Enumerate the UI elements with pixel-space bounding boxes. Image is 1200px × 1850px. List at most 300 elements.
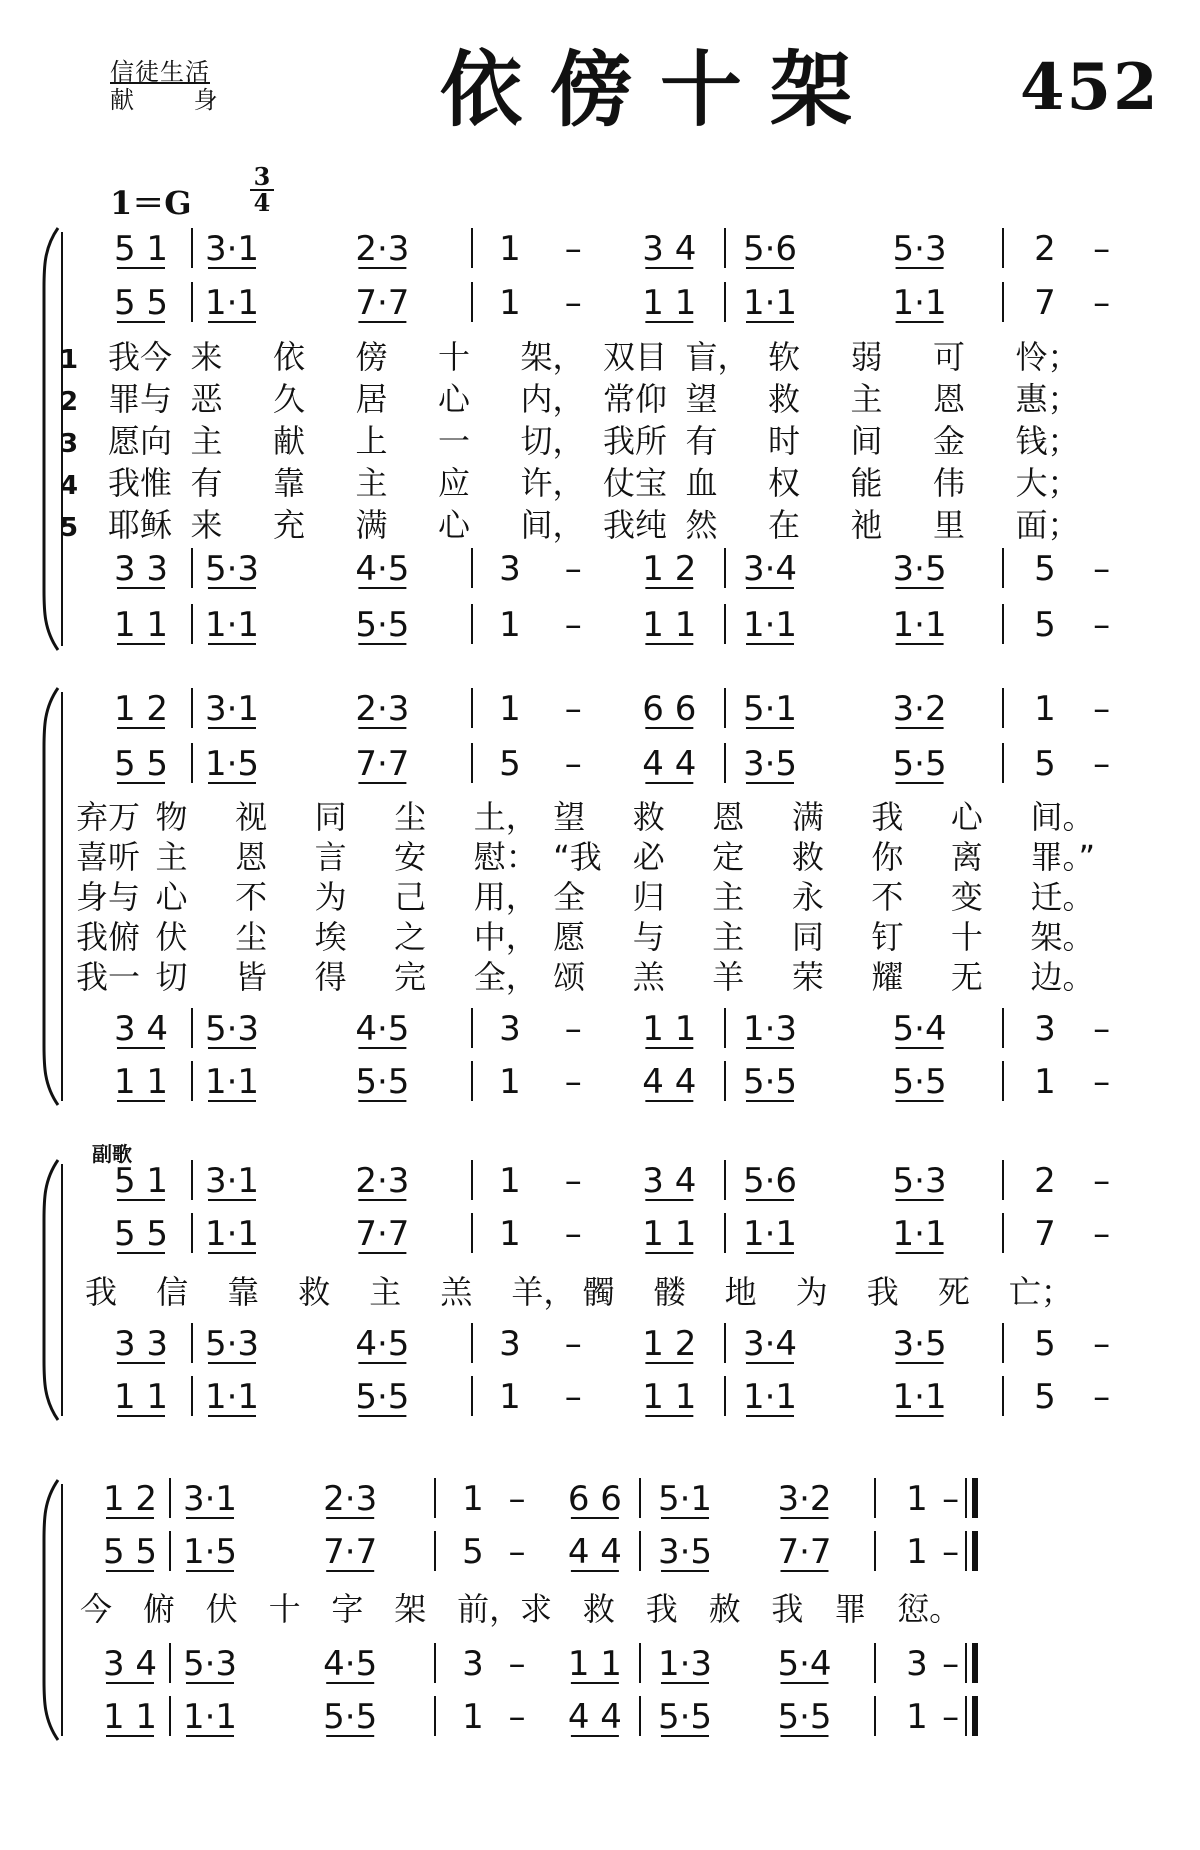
lyric-word: 傍 <box>355 338 388 376</box>
lyric-word: 双目 <box>603 338 668 376</box>
lyric-word: 同 <box>314 798 347 836</box>
lyric-word: 架。 <box>1030 918 1095 956</box>
note-group: 5·5 <box>323 1697 378 1737</box>
note-group: 1 1 <box>642 283 697 323</box>
note-group: 3 3 <box>113 1324 169 1364</box>
lyric-word: 钱； <box>1015 422 1080 460</box>
note-group: 3·1 <box>204 1161 260 1201</box>
lyric-word: 愿向 <box>108 422 173 460</box>
lyric-word: 地 <box>724 1273 757 1311</box>
lyric-word: 主 <box>369 1273 402 1311</box>
system-bracket <box>44 1480 58 1740</box>
note-group: 3 4 <box>642 1161 697 1201</box>
note-group: 1 1 <box>113 605 169 645</box>
lyric-word: 主 <box>155 838 188 876</box>
lyric-word: 我纯 <box>603 506 668 544</box>
lyric-word: 救 <box>582 1590 615 1628</box>
note-group: 1 <box>462 1697 484 1737</box>
note-group: 1·1 <box>892 1214 947 1254</box>
note-group: 5·5 <box>892 744 947 784</box>
note-group: 7 <box>1034 283 1056 323</box>
note-group: 4·5 <box>323 1644 378 1684</box>
note-group: 1 <box>499 1062 521 1102</box>
note-group: 5 1 <box>113 1161 169 1201</box>
note-group: 3·4 <box>742 1324 798 1364</box>
lyric-word: 物 <box>155 798 188 836</box>
lyric-word: 耀 <box>871 958 904 996</box>
note-group: 1·1 <box>892 1377 947 1417</box>
note-group: 1·5 <box>204 744 260 784</box>
note-group: – <box>942 1532 960 1572</box>
lyric-word: 祂 <box>850 506 883 544</box>
final-bar-thick <box>972 1696 978 1736</box>
note-group: 1 <box>499 1377 521 1417</box>
note-group: – <box>564 605 582 645</box>
note-group: 5·5 <box>892 1062 947 1102</box>
verse-number: 4 <box>60 471 79 501</box>
note-group: 1·1 <box>742 1377 798 1417</box>
note-group: 5 <box>1034 1377 1056 1417</box>
note-group: 5 <box>499 744 521 784</box>
lyric-word: 信 <box>156 1273 189 1311</box>
lyric-word: 用， <box>473 878 538 916</box>
lyric-word: 里 <box>933 506 966 544</box>
final-bar-thick <box>972 1478 978 1518</box>
note-group: 1 <box>462 1479 484 1519</box>
lyric-word: 慰： <box>473 838 538 876</box>
final-bar-thick <box>972 1531 978 1571</box>
lyric-word: 变 <box>950 878 983 916</box>
note-group: – <box>1093 283 1111 323</box>
lyric-word: 切， <box>520 422 585 460</box>
lyric-word: 为 <box>314 878 347 916</box>
lyric-word: 中， <box>473 918 538 956</box>
lyric-word: 赦 <box>708 1590 741 1628</box>
note-group: 5 <box>462 1532 484 1572</box>
lyric-word: 充 <box>273 506 306 544</box>
lyric-word: 惠； <box>1015 380 1080 418</box>
note-group: 1 1 <box>642 605 697 645</box>
lyric-word: 尘 <box>235 918 268 956</box>
system-bracket <box>44 1160 58 1420</box>
lyric-word: 上 <box>355 422 388 460</box>
note-group: 1 <box>1034 1062 1056 1102</box>
note-group: 3 <box>499 549 521 589</box>
lyric-word: 主 <box>850 380 883 418</box>
lyric-word: 愆。 <box>897 1590 962 1628</box>
note-group: 1·1 <box>182 1697 238 1737</box>
final-bar-thick <box>972 1643 978 1683</box>
lyric-word: 弃万 <box>76 798 141 836</box>
lyric-word: 颂 <box>553 958 586 996</box>
note-group: – <box>1093 1062 1111 1102</box>
lyric-word: 十 <box>268 1590 301 1628</box>
lyric-word: 钉 <box>871 918 904 956</box>
lyric-word: 死 <box>937 1273 970 1311</box>
lyric-word: 边。 <box>1030 958 1095 996</box>
lyric-word: 架， <box>520 338 585 376</box>
lyric-word: 间 <box>850 422 883 460</box>
lyric-word: 今 <box>80 1590 113 1628</box>
note-group: 3·5 <box>892 1324 947 1364</box>
note-group: 5 5 <box>113 283 169 323</box>
lyric-word: 同 <box>791 918 824 956</box>
lyric-word: 望 <box>553 798 586 836</box>
lyric-word: 间， <box>520 506 585 544</box>
note-group: 1·3 <box>742 1009 798 1049</box>
note-group: 5 <box>1034 1324 1056 1364</box>
note-group: 1 1 <box>567 1644 622 1684</box>
note-group: 5 5 <box>102 1532 158 1572</box>
note-group: 3·2 <box>777 1479 832 1519</box>
note-group: – <box>1093 744 1111 784</box>
lyric-word: 恩 <box>235 838 268 876</box>
note-group: 5·5 <box>777 1697 832 1737</box>
note-group: 1·1 <box>204 1214 260 1254</box>
lyric-word: 不 <box>871 878 904 916</box>
lyric-word: 然 <box>685 506 718 544</box>
note-group: – <box>942 1697 960 1737</box>
note-group: – <box>1093 229 1111 269</box>
note-group: 1 1 <box>113 1062 169 1102</box>
lyric-word: 应 <box>438 464 471 502</box>
lyric-word: 一 <box>438 422 471 460</box>
note-group: 1 <box>499 1161 521 1201</box>
lyric-word: 埃 <box>314 918 347 956</box>
lyric-word: 救 <box>768 380 801 418</box>
lyric-word: 俯 <box>142 1590 175 1628</box>
lyric-word: 髅 <box>653 1273 686 1311</box>
lyric-word: 弱 <box>850 338 883 376</box>
lyric-word: 安 <box>394 838 427 876</box>
lyric-word: 居 <box>355 380 388 418</box>
lyric-word: 离 <box>950 838 983 876</box>
lyric-word: 切 <box>155 958 188 996</box>
note-group: 5 1 <box>113 229 169 269</box>
time-signature-top: 3 <box>250 165 274 191</box>
lyric-word: 愿 <box>553 918 586 956</box>
note-group: 1 1 <box>642 1214 697 1254</box>
system-bracket <box>44 228 58 650</box>
note-group: 3 <box>499 1324 521 1364</box>
lyric-word: 我 <box>645 1590 678 1628</box>
note-group: – <box>1093 1377 1111 1417</box>
lyric-word: 满 <box>791 798 824 836</box>
lyric-word: 靠 <box>227 1273 260 1311</box>
lyric-word: 怜； <box>1015 338 1080 376</box>
lyric-word: 十 <box>950 918 983 956</box>
note-group: – <box>942 1479 960 1519</box>
note-group: 3 3 <box>113 549 169 589</box>
lyric-word: 耶稣 <box>108 506 173 544</box>
note-group: 7·7 <box>355 283 410 323</box>
lyric-word: 仗宝 <box>603 464 668 502</box>
lyric-word: 亡； <box>1008 1273 1073 1311</box>
lyric-word: 罪。” <box>1030 838 1096 876</box>
note-group: 7·7 <box>355 1214 410 1254</box>
note-group: 1·1 <box>892 605 947 645</box>
note-group: 1 2 <box>642 549 697 589</box>
note-group: 3·5 <box>892 549 947 589</box>
lyric-word: 久 <box>273 380 306 418</box>
lyric-word: 伏 <box>205 1590 238 1628</box>
lyric-word: 土， <box>473 798 538 836</box>
category-label: 信徒生活 <box>110 58 210 86</box>
note-group: 4 4 <box>642 1062 697 1102</box>
lyric-word: 恩 <box>933 380 966 418</box>
lyric-word: 权 <box>768 464 801 502</box>
note-group: 1 <box>499 283 521 323</box>
lyric-word: 视 <box>235 798 268 836</box>
note-group: 3·1 <box>182 1479 238 1519</box>
note-group: 5 <box>1034 605 1056 645</box>
lyric-word: 能 <box>850 464 883 502</box>
lyric-word: 献 <box>273 422 306 460</box>
note-group: – <box>564 549 582 589</box>
note-group: – <box>1093 689 1111 729</box>
lyric-word: 金 <box>933 422 966 460</box>
lyric-word: 荣 <box>791 958 824 996</box>
note-group: 1 2 <box>113 689 169 729</box>
note-group: 1 <box>499 605 521 645</box>
note-group: 1 1 <box>113 1377 169 1417</box>
note-group: 7·7 <box>323 1532 378 1572</box>
note-group: – <box>564 229 582 269</box>
lyric-word: 主 <box>355 464 388 502</box>
lyric-word: 全 <box>553 878 586 916</box>
note-group: 5·3 <box>892 1161 947 1201</box>
note-group: 3·1 <box>204 689 260 729</box>
lyric-word: 之 <box>394 918 427 956</box>
note-group: 4·5 <box>355 549 410 589</box>
lyric-word: 喜听 <box>76 838 141 876</box>
note-group: 3·1 <box>204 229 260 269</box>
note-group: – <box>1093 1324 1111 1364</box>
lyric-word: 我惟 <box>108 464 173 502</box>
note-group: 7·7 <box>777 1532 832 1572</box>
lyric-word: 羔 <box>440 1273 473 1311</box>
verse-number: 5 <box>60 513 79 543</box>
lyric-word: 我 <box>866 1273 899 1311</box>
note-group: 1·1 <box>204 605 260 645</box>
note-group: 1·1 <box>204 283 260 323</box>
lyric-word: 你 <box>871 838 904 876</box>
note-group: 3 <box>462 1644 484 1684</box>
lyric-word: 羊， <box>511 1273 576 1311</box>
note-group: 3 4 <box>102 1644 158 1684</box>
lyric-word: 架 <box>394 1590 427 1628</box>
note-group: 1 <box>499 689 521 729</box>
note-group: 5·1 <box>657 1479 713 1519</box>
time-signature-bottom: 4 <box>253 188 271 217</box>
note-group: – <box>564 283 582 323</box>
lyric-word: 与 <box>632 918 665 956</box>
lyric-word: “我 <box>553 838 602 876</box>
lyric-word: 永 <box>791 878 824 916</box>
note-group: 1·5 <box>182 1532 238 1572</box>
note-group: 5·5 <box>355 605 410 645</box>
lyric-word: 髑 <box>582 1273 615 1311</box>
note-group: 4 4 <box>642 744 697 784</box>
note-group: 1·1 <box>892 283 947 323</box>
lyric-word: 罪 <box>834 1590 867 1628</box>
note-group: – <box>508 1532 526 1572</box>
lyric-word: 在 <box>768 506 801 544</box>
note-group: – <box>564 1161 582 1201</box>
note-group: 3 4 <box>642 229 697 269</box>
lyric-word: 我 <box>871 798 904 836</box>
key-signature: 1＝G <box>110 184 192 222</box>
note-group: 1 2 <box>102 1479 158 1519</box>
lyric-word: 我 <box>85 1273 118 1311</box>
note-group: – <box>1093 1009 1111 1049</box>
lyric-word: 不 <box>235 878 268 916</box>
lyric-word: 为 <box>795 1273 828 1311</box>
lyric-word: 救 <box>632 798 665 836</box>
lyric-word: 时 <box>768 422 801 460</box>
note-group: 5·3 <box>204 1324 260 1364</box>
note-group: 1 1 <box>642 1377 697 1417</box>
note-group: – <box>1093 549 1111 589</box>
lyric-word: 有 <box>190 464 223 502</box>
note-group: 1 <box>499 229 521 269</box>
subcategory-label: 献 身 <box>110 86 244 114</box>
note-group: 5·5 <box>742 1062 798 1102</box>
note-group: – <box>1093 1214 1111 1254</box>
note-group: 2·3 <box>355 229 410 269</box>
lyric-word: 恩 <box>712 798 745 836</box>
note-group: 5·6 <box>742 1161 798 1201</box>
note-group: – <box>564 1062 582 1102</box>
note-group: 6 6 <box>642 689 697 729</box>
note-group: – <box>564 689 582 729</box>
note-group: 5 <box>1034 549 1056 589</box>
lyric-word: 尘 <box>394 798 427 836</box>
note-group: 1·1 <box>204 1062 260 1102</box>
lyric-word: 主 <box>712 918 745 956</box>
lyric-word: 我一 <box>76 958 141 996</box>
lyric-word: 定 <box>712 838 745 876</box>
note-group: 4·5 <box>355 1009 410 1049</box>
lyric-word: 前， <box>457 1590 522 1628</box>
lyric-word: 常仰 <box>603 380 668 418</box>
note-group: 5·4 <box>777 1644 832 1684</box>
lyric-word: 心 <box>155 878 188 916</box>
note-group: 1·3 <box>657 1644 713 1684</box>
note-group: 2·3 <box>355 689 410 729</box>
lyric-word: 间。 <box>1030 798 1095 836</box>
lyric-word: 恶 <box>190 380 223 418</box>
note-group: 7·7 <box>355 744 410 784</box>
note-group: 1 <box>1034 689 1056 729</box>
lyric-word: 我所 <box>603 422 668 460</box>
note-group: 1 <box>906 1697 928 1737</box>
verse-number: 3 <box>60 429 79 459</box>
note-group: 3 <box>499 1009 521 1049</box>
note-group: – <box>564 1009 582 1049</box>
lyric-word: 大； <box>1015 464 1080 502</box>
note-group: 3·5 <box>657 1532 713 1572</box>
note-group: – <box>1093 1161 1111 1201</box>
note-group: 5·3 <box>182 1644 238 1684</box>
note-group: 2·3 <box>355 1161 410 1201</box>
lyric-word: 全， <box>473 958 538 996</box>
note-group: – <box>564 1324 582 1364</box>
note-group: 1 1 <box>642 1009 697 1049</box>
note-group: 5·4 <box>892 1009 947 1049</box>
note-group: 2·3 <box>323 1479 378 1519</box>
lyric-word: 救 <box>298 1273 331 1311</box>
note-group: – <box>508 1697 526 1737</box>
system-bracket <box>44 688 58 1105</box>
verse-number: 1 <box>60 345 79 375</box>
note-group: 1 2 <box>642 1324 697 1364</box>
chorus-label: 副歌 <box>92 1142 132 1166</box>
lyric-word: 身与 <box>76 878 141 916</box>
lyric-word: 依 <box>273 338 306 376</box>
lyric-word: 伏 <box>155 918 188 956</box>
note-group: 3·5 <box>742 744 798 784</box>
note-group: 1·1 <box>742 1214 798 1254</box>
note-group: – <box>564 1214 582 1254</box>
note-group: – <box>942 1644 960 1684</box>
hymn-title: 依傍十架 <box>440 42 881 138</box>
lyric-word: 心 <box>438 380 471 418</box>
lyric-word: 皆 <box>235 958 268 996</box>
note-group: – <box>564 744 582 784</box>
lyric-word: 归 <box>632 878 665 916</box>
note-group: 3·2 <box>892 689 947 729</box>
note-group: 7 <box>1034 1214 1056 1254</box>
lyric-word: 伟 <box>933 464 966 502</box>
lyric-word: 心 <box>438 506 471 544</box>
lyric-word: 我 <box>771 1590 804 1628</box>
note-group: 3 <box>906 1644 928 1684</box>
lyric-word: 血 <box>685 464 718 502</box>
lyric-word: 软 <box>768 338 801 376</box>
note-group: – <box>508 1479 526 1519</box>
lyric-word: 靠 <box>273 464 306 502</box>
note-group: – <box>508 1644 526 1684</box>
note-group: 4 4 <box>567 1532 622 1572</box>
lyric-word: 内， <box>520 380 585 418</box>
note-group: 5·6 <box>742 229 798 269</box>
note-group: 5·1 <box>742 689 798 729</box>
note-group: 1 1 <box>102 1697 158 1737</box>
note-group: 5·3 <box>892 229 947 269</box>
lyric-word: 心 <box>950 798 983 836</box>
lyric-word: 羊 <box>712 958 745 996</box>
note-group: 4 4 <box>567 1697 622 1737</box>
hymn-number: 452 <box>1020 50 1160 125</box>
note-group: 6 6 <box>567 1479 622 1519</box>
note-group: – <box>1093 605 1111 645</box>
verse-number: 2 <box>60 387 79 417</box>
lyric-word: 来 <box>190 506 223 544</box>
note-group: 5·3 <box>204 549 260 589</box>
note-group: 5·5 <box>657 1697 713 1737</box>
lyric-word: 十 <box>438 338 471 376</box>
note-group: 5 <box>1034 744 1056 784</box>
note-group: 2 <box>1034 229 1056 269</box>
note-group: 3 4 <box>113 1009 169 1049</box>
lyric-word: 我俯 <box>76 918 141 956</box>
note-group: 4·5 <box>355 1324 410 1364</box>
lyric-word: 盲， <box>685 338 750 376</box>
lyric-word: 我今 <box>108 338 173 376</box>
lyric-word: 完 <box>394 958 427 996</box>
note-group: 1·1 <box>742 283 798 323</box>
